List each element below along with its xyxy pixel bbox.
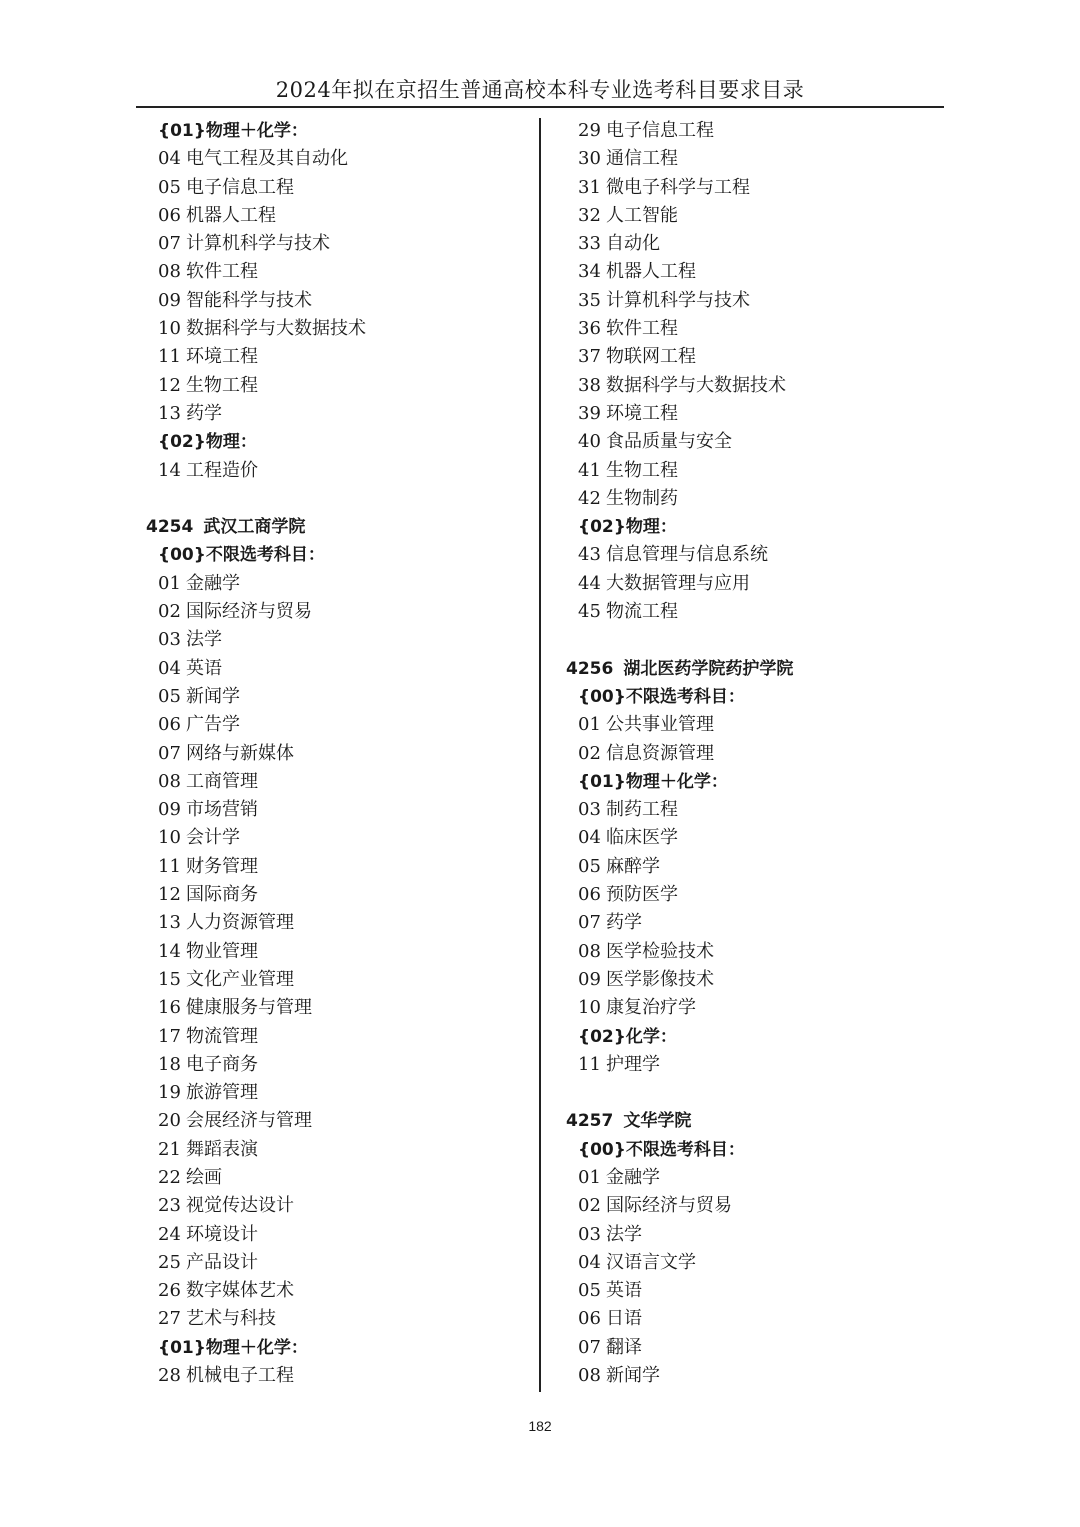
major-list-item: [566, 485, 946, 513]
major-list-item: [146, 287, 526, 315]
major-code: 16: [158, 997, 181, 1019]
major-list-item: [146, 626, 526, 654]
major-code: 21: [158, 1138, 181, 1160]
major-name: 物流工程: [606, 601, 678, 623]
major-list-item: [566, 740, 946, 768]
major-list-item: [146, 853, 526, 881]
major-code: 09: [158, 799, 181, 821]
major-name: 日语: [606, 1308, 642, 1330]
major-name: 工程造价: [186, 459, 258, 481]
major-name: 国际经济与贸易: [606, 1195, 732, 1217]
school-code: 4254: [146, 517, 194, 538]
major-code: 32: [578, 204, 601, 226]
page-header-title: 2024年拟在京招生普通高校本科专业选考科目要求目录: [275, 78, 805, 102]
major-name: 汉语言文学: [606, 1251, 696, 1273]
major-code: 28: [158, 1365, 181, 1387]
major-name: 信息管理与信息系统: [606, 544, 768, 566]
major-list-item: [566, 966, 946, 994]
major-name: 软件工程: [606, 318, 678, 340]
major-list-item: [146, 1221, 526, 1249]
major-name: 翻译: [606, 1336, 642, 1358]
school-code: 4257: [566, 1111, 614, 1132]
major-code: 14: [158, 940, 181, 962]
major-code: 29: [578, 120, 601, 141]
major-name: 医学检验技术: [606, 940, 714, 962]
major-list-item: [146, 315, 526, 343]
major-code: 39: [578, 402, 601, 424]
column-divider: [539, 118, 541, 1392]
major-list-item: [146, 457, 526, 485]
subject-requirement-group: {02}物理：: [578, 517, 677, 538]
major-name: 金融学: [186, 572, 240, 594]
major-name: 新闻学: [186, 685, 240, 707]
major-list-item: [566, 1249, 946, 1277]
school-heading: [566, 655, 946, 683]
major-list-item: [146, 881, 526, 909]
major-code: 09: [158, 289, 181, 311]
major-code: 04: [578, 1251, 601, 1273]
major-code: 42: [578, 487, 601, 509]
major-code: 01: [578, 714, 601, 736]
major-name: 英语: [186, 657, 222, 679]
major-list-item: [146, 966, 526, 994]
major-name: 健康服务与管理: [186, 997, 312, 1019]
major-list-item: [566, 1305, 946, 1333]
major-name: 法学: [606, 1223, 642, 1245]
major-list-item: [566, 1362, 946, 1390]
major-name: 麻醉学: [606, 855, 660, 877]
major-name: 微电子科学与工程: [606, 176, 750, 198]
major-name: 电子商务: [186, 1053, 258, 1075]
major-list-item: [566, 909, 946, 937]
major-name: 制药工程: [606, 799, 678, 821]
major-list-item: [146, 570, 526, 598]
major-list-item: [146, 711, 526, 739]
major-name: 食品质量与安全: [606, 431, 732, 453]
major-name: 生物工程: [186, 374, 258, 396]
major-code: 37: [578, 346, 601, 368]
major-list-item: [566, 1164, 946, 1192]
major-name: 机器人工程: [186, 204, 276, 226]
major-code: 08: [578, 940, 601, 962]
major-list-item: [146, 400, 526, 428]
major-name: 计算机科学与技术: [606, 289, 750, 311]
major-name: 英语: [606, 1280, 642, 1302]
major-name: 生物工程: [606, 459, 678, 481]
major-name: 医学影像技术: [606, 968, 714, 990]
major-code: 31: [578, 176, 601, 198]
major-code: 45: [578, 601, 601, 623]
major-name: 药学: [606, 912, 642, 934]
major-code: 09: [578, 968, 601, 990]
major-name: 金融学: [606, 1166, 660, 1188]
major-code: 01: [158, 572, 181, 594]
major-name: 大数据管理与应用: [606, 572, 750, 594]
major-list-item: [146, 1136, 526, 1164]
major-name: 艺术与科技: [186, 1308, 276, 1330]
major-list-item: [566, 457, 946, 485]
major-list-item: [146, 655, 526, 683]
major-name: 机械电子工程: [186, 1365, 294, 1387]
major-code: 03: [158, 629, 181, 651]
major-code: 05: [158, 685, 181, 707]
major-code: 11: [578, 1053, 601, 1075]
major-name: 电子信息工程: [606, 120, 714, 141]
major-name: 自动化: [606, 233, 660, 255]
major-list-item: [566, 1221, 946, 1249]
major-name: 环境设计: [186, 1223, 258, 1245]
major-name: 智能科学与技术: [186, 289, 312, 311]
major-code: 11: [158, 346, 181, 368]
major-name: 人力资源管理: [186, 912, 294, 934]
major-list-item: [146, 145, 526, 173]
major-code: 25: [158, 1251, 181, 1273]
major-name: 预防医学: [606, 884, 678, 906]
section-gap: [566, 626, 946, 654]
major-code: 08: [578, 1365, 601, 1387]
major-code: 03: [578, 799, 601, 821]
major-name: 工商管理: [186, 770, 258, 792]
major-code: 05: [578, 1280, 601, 1302]
major-list-item: [146, 768, 526, 796]
major-name: 通信工程: [606, 148, 678, 170]
major-code: 01: [578, 1166, 601, 1188]
right-column: [566, 117, 946, 1390]
major-code: 26: [158, 1280, 181, 1302]
major-code: 14: [158, 459, 181, 481]
major-name: 数据科学与大数据技术: [186, 318, 366, 340]
major-code: 05: [578, 855, 601, 877]
major-name: 软件工程: [186, 261, 258, 283]
major-code: 07: [158, 742, 181, 764]
major-code: 04: [158, 657, 181, 679]
major-name: 信息资源管理: [606, 742, 714, 764]
major-name: 康复治疗学: [606, 997, 696, 1019]
section-gap: [566, 1079, 946, 1107]
major-code: 41: [578, 459, 601, 481]
major-list-item: [146, 202, 526, 230]
major-code: 07: [158, 233, 181, 255]
major-name: 物流管理: [186, 1025, 258, 1047]
major-code: 05: [158, 176, 181, 198]
major-list-item: [146, 1277, 526, 1305]
major-name: 物业管理: [186, 940, 258, 962]
major-code: 03: [578, 1223, 601, 1245]
major-list-item: [566, 343, 946, 371]
major-list-item: [566, 598, 946, 626]
major-list-item: [146, 909, 526, 937]
major-code: 04: [578, 827, 601, 849]
major-list-item: [146, 1305, 526, 1333]
major-list-item: [566, 230, 946, 258]
major-list-item: [566, 287, 946, 315]
major-name: 数据科学与大数据技术: [606, 374, 786, 396]
major-list-item: [146, 1192, 526, 1220]
major-code: 15: [158, 968, 181, 990]
major-list-item: [566, 1277, 946, 1305]
major-name: 机器人工程: [606, 261, 696, 283]
school-heading: [566, 1107, 946, 1135]
subject-requirement-group: {00}不限选考科目：: [578, 686, 745, 707]
major-name: 法学: [186, 629, 222, 651]
major-code: 02: [158, 601, 181, 623]
major-name: 财务管理: [186, 855, 258, 877]
major-list-item: [146, 796, 526, 824]
major-code: 10: [158, 827, 181, 849]
major-code: 07: [578, 1336, 601, 1358]
major-code: 30: [578, 148, 601, 170]
major-name: 药学: [186, 402, 222, 424]
major-list-item: [146, 598, 526, 626]
major-code: 33: [578, 233, 601, 255]
major-name: 公共事业管理: [606, 714, 714, 736]
major-code: 10: [578, 997, 601, 1019]
major-name: 计算机科学与技术: [186, 233, 330, 255]
major-list-item: [566, 570, 946, 598]
major-code: 06: [158, 204, 181, 226]
major-list-item: [146, 1079, 526, 1107]
major-code: 02: [578, 1195, 601, 1217]
major-list-item: [566, 202, 946, 230]
major-code: 40: [578, 431, 601, 453]
major-list-item: [566, 796, 946, 824]
major-code: 13: [158, 402, 181, 424]
major-name: 会计学: [186, 827, 240, 849]
major-code: 34: [578, 261, 601, 283]
major-code: 20: [158, 1110, 181, 1132]
major-list-item: [566, 117, 946, 145]
subject-requirement-group: {01}物理＋化学：: [158, 121, 308, 141]
major-list-item: [146, 824, 526, 852]
major-name: 生物制药: [606, 487, 678, 509]
major-name: 人工智能: [606, 204, 678, 226]
major-list-item: [146, 683, 526, 711]
major-list-item: [566, 372, 946, 400]
major-name: 国际经济与贸易: [186, 601, 312, 623]
major-list-item: [566, 174, 946, 202]
major-name: 环境工程: [606, 402, 678, 424]
section-gap: [146, 485, 526, 513]
major-code: 13: [158, 912, 181, 934]
major-name: 会展经济与管理: [186, 1110, 312, 1132]
major-list-item: [146, 1051, 526, 1079]
major-name: 新闻学: [606, 1365, 660, 1387]
major-code: 24: [158, 1223, 181, 1245]
major-list-item: [146, 740, 526, 768]
major-list-item: [566, 1051, 946, 1079]
major-list-item: [566, 711, 946, 739]
major-name: 文化产业管理: [186, 968, 294, 990]
major-list-item: [566, 853, 946, 881]
major-code: 12: [158, 374, 181, 396]
major-list-item: [566, 824, 946, 852]
major-list-item: [146, 1107, 526, 1135]
subject-requirement-group: {01}物理＋化学：: [158, 1337, 308, 1358]
major-code: 02: [578, 742, 601, 764]
major-code: 43: [578, 544, 601, 566]
major-list-item: [146, 372, 526, 400]
major-code: 06: [578, 884, 601, 906]
major-code: 38: [578, 374, 601, 396]
major-code: 08: [158, 770, 181, 792]
major-name: 临床医学: [606, 827, 678, 849]
header-rule: [136, 106, 944, 108]
subject-requirement-group: {02}物理：: [158, 432, 257, 453]
major-code: 23: [158, 1195, 181, 1217]
major-code: 06: [158, 714, 181, 736]
major-list-item: [566, 428, 946, 456]
major-list-item: [146, 230, 526, 258]
left-column: [146, 117, 526, 1390]
major-name: 数字媒体艺术: [186, 1280, 294, 1302]
major-list-item: [566, 881, 946, 909]
major-name: 绘画: [186, 1166, 222, 1188]
major-list-item: [146, 994, 526, 1022]
major-code: 35: [578, 289, 601, 311]
major-name: 旅游管理: [186, 1082, 258, 1104]
major-code: 07: [578, 912, 601, 934]
major-code: 27: [158, 1308, 181, 1330]
major-name: 电子信息工程: [186, 176, 294, 198]
major-name: 视觉传达设计: [186, 1195, 294, 1217]
major-code: 08: [158, 261, 181, 283]
major-code: 44: [578, 572, 601, 594]
major-name: 物联网工程: [606, 346, 696, 368]
subject-requirement-group: {01}物理＋化学：: [578, 771, 728, 792]
major-list-item: [146, 938, 526, 966]
major-list-item: [566, 258, 946, 286]
major-name: 环境工程: [186, 346, 258, 368]
school-name: 湖北医药学院药护学院: [623, 658, 794, 679]
major-name: 舞蹈表演: [186, 1138, 258, 1160]
major-code: 17: [158, 1025, 181, 1047]
major-name: 国际商务: [186, 884, 258, 906]
major-code: 36: [578, 318, 601, 340]
major-list-item: [146, 343, 526, 371]
major-list-item: [146, 174, 526, 202]
major-list-item: [566, 315, 946, 343]
major-code: 22: [158, 1166, 181, 1188]
major-code: 12: [158, 884, 181, 906]
school-name: 武汉工商学院: [203, 517, 306, 538]
major-list-item: [146, 1023, 526, 1051]
school-heading: [146, 513, 526, 541]
major-list-item: [566, 938, 946, 966]
subject-requirement-group: {00}不限选考科目：: [578, 1139, 745, 1160]
major-code: 10: [158, 318, 181, 340]
major-list-item: [146, 1249, 526, 1277]
major-list-item: [146, 258, 526, 286]
page-number: 182: [528, 1418, 552, 1434]
school-name: 文华学院: [623, 1111, 692, 1132]
major-code: 06: [578, 1308, 601, 1330]
major-list-item: [566, 541, 946, 569]
major-code: 19: [158, 1082, 181, 1104]
major-name: 广告学: [186, 714, 240, 736]
major-code: 18: [158, 1053, 181, 1075]
major-list-item: [566, 1334, 946, 1362]
subject-requirement-group: {00}不限选考科目：: [158, 545, 325, 566]
major-name: 电气工程及其自动化: [186, 148, 348, 170]
major-name: 产品设计: [186, 1251, 258, 1273]
major-name: 市场营销: [186, 799, 258, 821]
major-name: 护理学: [606, 1053, 660, 1075]
major-name: 网络与新媒体: [186, 742, 294, 764]
major-list-item: [566, 994, 946, 1022]
major-code: 04: [158, 148, 181, 170]
major-list-item: [146, 1362, 526, 1390]
school-code: 4256: [566, 658, 614, 679]
major-list-item: [566, 1192, 946, 1220]
major-list-item: [566, 145, 946, 173]
subject-requirement-group: {02}化学：: [578, 1026, 677, 1047]
major-code: 11: [158, 855, 181, 877]
major-list-item: [146, 1164, 526, 1192]
major-list-item: [566, 400, 946, 428]
